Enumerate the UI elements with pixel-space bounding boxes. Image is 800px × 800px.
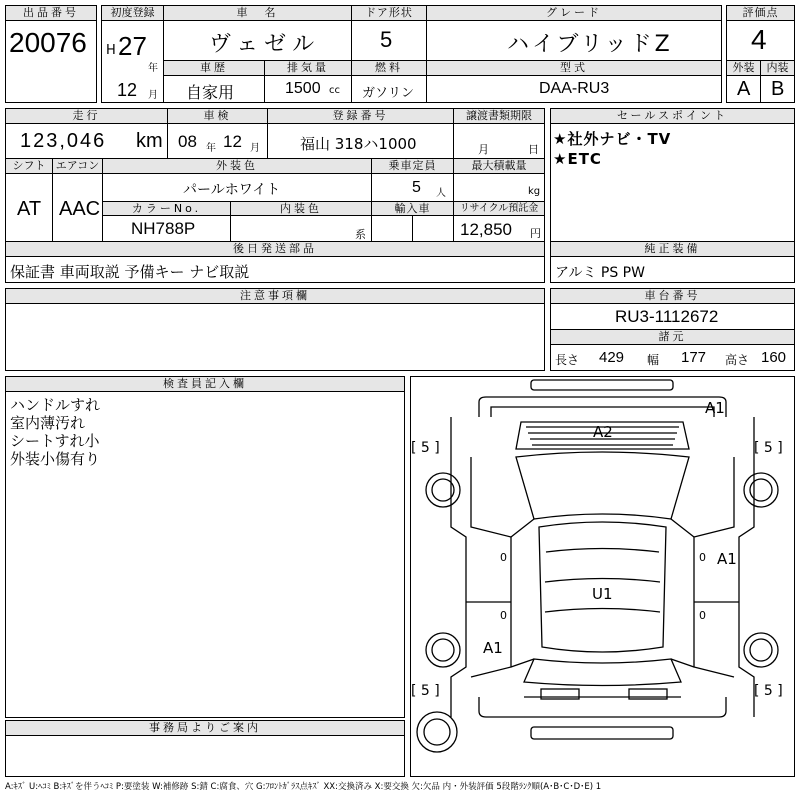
- later-parts-value: 保証書 車両取説 予備キー ナビ取説: [10, 263, 250, 281]
- max-load-cell: [453, 173, 545, 202]
- damage-mark-left-rear: A1: [483, 639, 503, 657]
- sales-point-1: ★社外ナビ・TV: [553, 130, 672, 148]
- plate-cell: [267, 123, 454, 159]
- length-label: 長さ: [555, 353, 580, 367]
- model-cell: [426, 75, 722, 103]
- notes-cell: [5, 303, 545, 371]
- legend-text: A:ｷｽﾞ U:ﾍｺﾐ B:ｷｽﾞを伴うﾍｺﾐ P:要塗装 W:補修跡 S:錆 C:腐食、穴 G:ﾌﾛﾝﾄｶﾞﾗｽ点ｷｽﾞ XX:交換済み X:要交換 欠:欠品 内・外装評価 5段階ﾗﾝｸ順(A･B･C･D･E) 1: [5, 782, 602, 792]
- import-cell-2: [412, 215, 454, 242]
- length-value: 429: [599, 349, 625, 366]
- mileage-value: 123,046: [20, 130, 107, 152]
- interior-grade-label: 内装: [760, 60, 795, 76]
- inspection-year: 08: [178, 132, 197, 151]
- score-value: 4: [751, 24, 767, 55]
- transfer-deadline-label: 譲渡書類期限: [453, 108, 545, 124]
- import-label: 輸入車: [371, 201, 454, 216]
- genuine-equipment-cell: [550, 256, 795, 283]
- color-label: 外装色: [102, 158, 372, 174]
- color-number-value: NH788P: [131, 219, 196, 238]
- ac-label: エアコン: [52, 158, 103, 174]
- interior-grade-value: B: [771, 78, 785, 100]
- color-cell: [102, 173, 372, 202]
- exterior-grade-label: 外装: [726, 60, 761, 76]
- zero-mark-2: 0: [500, 609, 507, 622]
- capacity-unit: 人: [436, 188, 446, 199]
- sales-points-label: セールスポイント: [550, 108, 795, 124]
- car-name-label: 車 名: [163, 5, 352, 21]
- chassis-cell: [550, 303, 795, 330]
- color-number-label: カラーNo.: [102, 201, 231, 216]
- inspector-note-2: 室内薄汚れ: [10, 414, 86, 432]
- era-value: H: [106, 43, 116, 58]
- history-value: 自家用: [186, 83, 235, 102]
- inspection-year-unit: 年: [206, 143, 216, 154]
- displacement-cell: [264, 75, 352, 103]
- later-parts-cell: [5, 256, 545, 283]
- transfer-deadline-cell: [453, 123, 545, 159]
- zero-mark-3: 0: [699, 551, 706, 564]
- capacity-cell: [371, 173, 454, 202]
- displacement-value: 1500: [285, 80, 321, 97]
- import-cell: [371, 215, 413, 242]
- height-label: 高さ: [725, 353, 750, 367]
- sales-point-2: ★ETC: [553, 150, 602, 168]
- lot-number-value: 20076: [9, 27, 87, 58]
- grade-label: グレード: [426, 5, 722, 21]
- shift-value: AT: [17, 198, 42, 220]
- genuine-equipment-value: アルミ PS PW: [555, 265, 645, 281]
- car-name-value: ヴェゼル: [209, 32, 321, 57]
- recycle-label: リサイクル預託金: [453, 201, 545, 216]
- tire-mark-rear-left: [ 5 ]: [411, 683, 440, 699]
- fuel-cell: [351, 75, 427, 103]
- damage-diagram: [410, 376, 795, 777]
- plate-value: 福山 318ハ1000: [300, 135, 417, 153]
- tire-mark-rear-right: [ 5 ]: [754, 683, 783, 699]
- max-load-unit: kg: [528, 186, 541, 197]
- fuel-label: 燃料: [351, 60, 427, 76]
- inspector-notes-cell: [5, 391, 405, 718]
- interior-color-label: 内装色: [230, 201, 372, 216]
- exterior-grade-value: A: [737, 78, 751, 100]
- capacity-value: 5: [412, 179, 421, 196]
- interior-grade-cell: [760, 75, 795, 103]
- chassis-label: 車台番号: [550, 288, 795, 304]
- inspection-month: 12: [223, 132, 242, 151]
- color-number-cell: [102, 215, 231, 242]
- recycle-cell: [453, 215, 545, 242]
- chassis-value: RU3-1112672: [615, 307, 719, 326]
- displacement-label: 排気量: [264, 60, 352, 76]
- year-value: 27: [118, 31, 147, 61]
- inspection-cell: [167, 123, 268, 159]
- inspector-note-1: ハンドルすれ: [10, 396, 101, 414]
- fuel-value: ガソリン: [362, 86, 415, 101]
- mileage-label: 走行: [5, 108, 168, 124]
- capacity-label: 乗車定員: [371, 158, 454, 174]
- recycle-value: 12,850: [460, 220, 512, 239]
- ac-cell: [52, 173, 103, 242]
- score-label: 評価点: [726, 5, 795, 21]
- notes-label: 注意事項欄: [5, 288, 545, 304]
- width-label: 幅: [647, 353, 660, 367]
- shift-cell: [5, 173, 53, 242]
- model-label: 型式: [426, 60, 722, 76]
- specs-cell: [550, 344, 795, 371]
- lot-number-cell: [5, 20, 97, 103]
- zero-mark-4: 0: [699, 609, 706, 622]
- inspector-note-4: 外装小傷有り: [10, 450, 101, 468]
- history-cell: [163, 75, 265, 103]
- max-load-label: 最大積載量: [453, 158, 545, 174]
- first-registration-cell: [101, 20, 164, 103]
- year-unit: 年: [148, 63, 158, 74]
- transfer-month-unit: 月: [478, 143, 489, 156]
- office-notice-cell: [5, 735, 405, 777]
- office-notice-label: 事務局よりご案内: [5, 720, 405, 736]
- month-unit: 月: [148, 90, 158, 101]
- height-value: 160: [761, 349, 787, 366]
- ac-value: AAC: [59, 198, 101, 220]
- grade-cell: [426, 20, 722, 61]
- mileage-unit: km: [136, 130, 163, 152]
- zero-mark-1: 0: [500, 551, 507, 564]
- recycle-unit: 円: [530, 227, 541, 240]
- model-value: DAA-RU3: [539, 80, 610, 97]
- damage-mark-roof: U1: [592, 585, 613, 603]
- mileage-cell: [5, 123, 168, 159]
- door-value: 5: [380, 27, 393, 52]
- door-label: ドア形状: [351, 5, 427, 21]
- first-registration-label: 初度登録: [101, 5, 164, 21]
- displacement-unit: cc: [329, 85, 340, 96]
- inspection-month-unit: 月: [250, 143, 260, 154]
- inspection-label: 車検: [167, 108, 268, 124]
- month-value: 12: [117, 80, 138, 100]
- genuine-equipment-label: 純正装備: [550, 241, 795, 257]
- damage-mark-right-door: A1: [717, 550, 737, 568]
- score-cell: [726, 20, 795, 61]
- exterior-grade-cell: [726, 75, 761, 103]
- interior-color-cell: [230, 215, 372, 242]
- specs-label: 諸元: [550, 329, 795, 345]
- car-name-cell: [163, 20, 352, 61]
- color-value: パールホワイト: [183, 182, 281, 198]
- later-parts-label: 後日発送部品: [5, 241, 545, 257]
- transfer-day-unit: 日: [528, 143, 539, 156]
- sales-points-cell: [550, 123, 795, 242]
- shift-label: シフト: [5, 158, 53, 174]
- interior-color-unit: 系: [355, 228, 366, 241]
- inspector-note-3: シートすれ小: [10, 432, 100, 450]
- plate-label: 登録番号: [267, 108, 454, 124]
- lot-number-label: 出品番号: [5, 5, 97, 21]
- door-cell: [351, 20, 427, 61]
- damage-mark-front-bumper: A1: [705, 399, 725, 417]
- inspector-notes-label: 検査員記入欄: [5, 376, 405, 392]
- grade-value: ハイブリッドZ: [507, 32, 673, 57]
- tire-mark-front-right: [ 5 ]: [754, 440, 783, 456]
- damage-mark-hood: A2: [593, 423, 613, 441]
- width-value: 177: [681, 349, 707, 366]
- history-label: 車歴: [163, 60, 265, 76]
- tire-mark-front-left: [ 5 ]: [411, 440, 440, 456]
